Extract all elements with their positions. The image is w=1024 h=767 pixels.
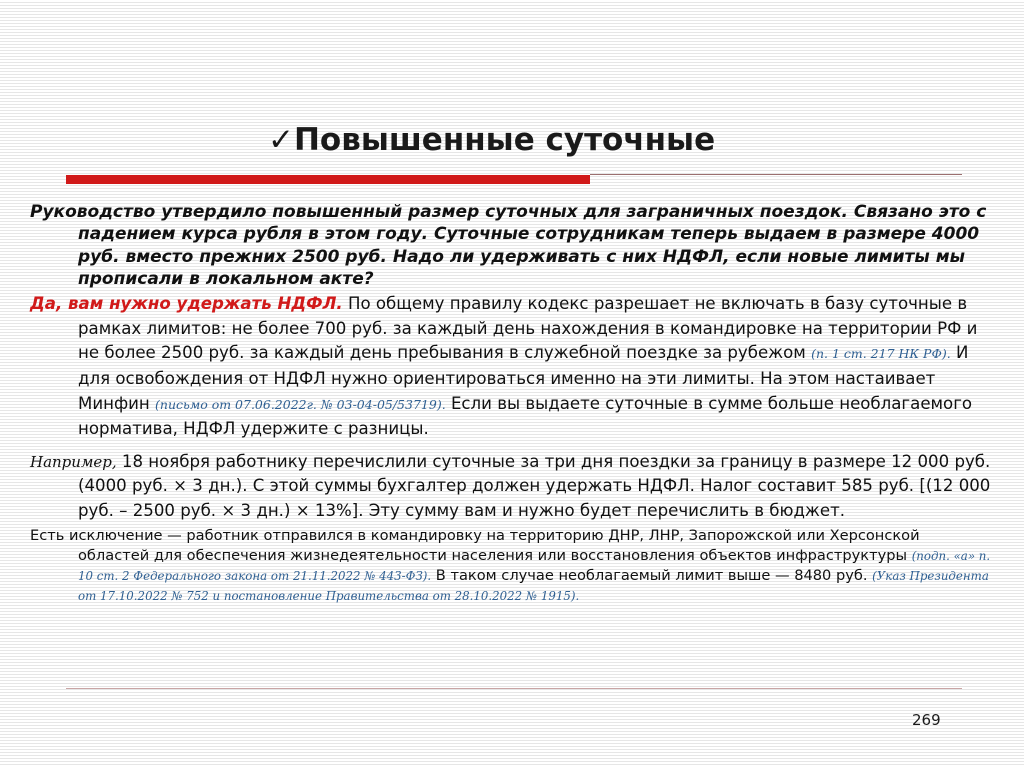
exception-paragraph [30,526,994,606]
title-divider-line [590,174,962,175]
tax-code-reference: (п. 1 ст. 217 НК РФ). [811,346,951,362]
page-number: 269 [912,711,941,729]
answer-text-1: По общему правилу кодекс разрешает не включать в базу суточные в рамках лимитов: не более 700 руб. за каждый день нахождения в командировке на территории РФ и не более 2500 руб. за каждый день пребывания в служебной поездке за рубежом [78,294,978,363]
question-paragraph: Руководство утвердило повышенный размер суточных для заграничных поездок. Связано это с падением курса рубля в этом году. Суточные сотрудникам теперь выдаем в размере 4000 руб. вместо прежних 2500 руб. Надо ли удерживать с них НДФЛ, если новые лимиты мы прописали в локальном акте? [30,202,987,289]
slide-title-text: Повышенные суточные [293,122,716,158]
federal-law-reference: (подп. «а» п. 10 ст. 2 Федерального закона от 21.11.2022 № 443-ФЗ). [78,548,991,583]
answer-text-3: Если вы выдаете суточные в сумме больше необлагаемого норматива, НДФЛ удержите с разницы. [78,393,973,439]
exception-text-2: В таком случае необлагаемый лимит выше — 8480 руб. [431,566,873,584]
slide-body [30,201,994,606]
example-text: 18 ноября работнику перечислили суточные за три дня поездки за границу в размере 12 000 руб. (4000 руб. × 3 дн.). С этой суммы бухгалтер должен удержать НДФЛ. Налог составит 585 руб. [(12 000 руб. – 2500 руб. × 3 дн.) × 13%]. Эту сумму вам и нужно будет перечислить в бюджет. [78,451,991,520]
example-paragraph [30,450,994,524]
title-accent-bar [66,175,590,184]
footer-divider-line [66,688,962,689]
slide-title [268,122,715,158]
answer-paragraph [30,292,994,442]
check-mark-icon: ✓ [268,122,294,158]
exception-text-1: Есть исключение — работник отправился в командировку на территорию ДНР, ЛНР, Запорожской или Херсонской областей для обеспечения жизнедеятельности населения или восстановления объектов инфраструктуры [30,526,920,564]
presidential-decree-reference: (Указ Президента от 17.10.2022 № 752 и постановление Правительства от 28.10.2022 № 1915). [78,568,989,603]
minfin-letter-reference: (письмо от 07.06.2022г. № 03-04-05/53719). [155,396,446,412]
answer-lead: Да, вам нужно удержать НДФЛ. [30,294,343,314]
answer-text-2: И для освобождения от НДФЛ нужно ориентироваться именно на эти лимиты. На этом настаивает Минфин [78,343,969,413]
example-lead: Например, [30,452,117,471]
